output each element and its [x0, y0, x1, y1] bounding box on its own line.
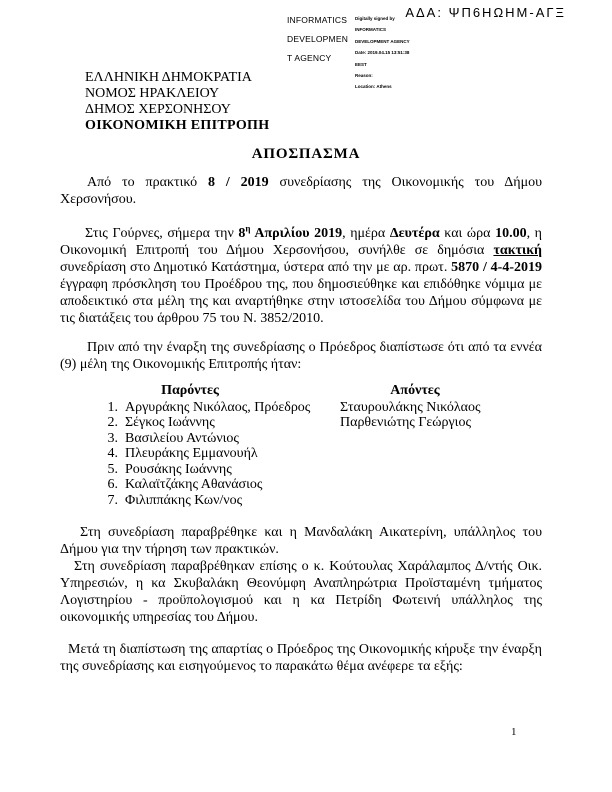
p2-text3: και ώρα	[439, 226, 496, 241]
present-header: Παρόντες	[161, 383, 219, 398]
stamp-agency-line1: INFORMATICS	[287, 15, 348, 25]
paragraph-extract-intro	[60, 174, 542, 208]
header-republic: ΕΛΛΗΝΙΚΗ ΔΗΜΟΚΡΑΤΙΑ	[85, 70, 252, 85]
p2-session-type: τακτική	[493, 243, 542, 258]
stamp-agency-line3: T AGENCY	[287, 53, 332, 63]
present-member-number: 5.	[107, 461, 118, 477]
stamp-signature-details	[355, 16, 410, 90]
paragraph-other-attendees: Στη συνεδρίαση παραβρέθηκαν επίσης ο κ. Κούτουλας Χαράλαμπος Δ/ντής Οικ. Υπηρεσιών, η κα Σκυβαλάκη Θεονύμφη Αναπληρώτρια Προϊσταμένη τμήματος Λογιστηρίου - προϋπολογισμού και η κα Πετρίδη Φωτεινή υπάλληλος της οικονομικής υπηρεσίας του Δήμου.	[60, 559, 542, 625]
document-body	[60, 174, 542, 675]
ada-code: ΑΔΑ: ΨΠ6ΗΩΗΜ-ΑΓΞ	[405, 5, 566, 20]
paragraph-session-opening: Μετά τη διαπίστωση της απαρτίας ο Πρόεδρος της Οικονομικής κήρυξε την έναρξη της συνεδρίασης και εισηγούμενος το παρακάτω θέμα ανέφερε τα εξής:	[60, 642, 542, 674]
present-member-name: Αργυράκης Νικόλαος, Πρόεδρος	[125, 399, 311, 415]
present-member-number: 1.	[107, 399, 118, 415]
present-member-number: 6.	[107, 477, 118, 492]
absent-column	[340, 383, 490, 508]
p2-text4: , η Οικονομική Επιτροπή του Δήμου Χερσονήσου, συνήλθε σε δημόσια	[60, 226, 542, 258]
present-column	[100, 383, 311, 508]
present-member-row	[100, 415, 280, 431]
present-member-name: Καλαϊτζάκης Αθανάσιος	[125, 477, 263, 492]
header-prefecture: ΝΟΜΟΣ ΗΡΑΚΛΕΙΟΥ	[85, 86, 220, 101]
stamp-sig-line3: DEVELOPMENT AGENCY	[355, 38, 410, 44]
present-member-number: 3.	[107, 430, 118, 446]
p2-date-month-year: Απριλίου 2019	[250, 226, 343, 241]
absent-header: Απόντες	[390, 383, 440, 398]
present-member-row	[100, 446, 280, 462]
present-member-row	[100, 477, 280, 493]
p1-text: Από το πρακτικό	[87, 175, 209, 190]
p1-practical-number: 8 / 2019	[208, 175, 269, 190]
p2-protocol-number: 5870 / 4-4-2019	[451, 260, 542, 275]
paragraph-meeting-call	[60, 225, 542, 327]
present-member-name: Σέγκος Ιωάννης	[125, 415, 215, 430]
stamp-sig-line7: Location: Athens	[355, 84, 392, 90]
p2-text2: , ημέρα	[342, 226, 390, 241]
attendance-section	[60, 383, 542, 508]
present-member-name: Φιλιππάκης Κων/νος	[125, 492, 243, 508]
paragraph-quorum-check: Πριν από την έναρξη της συνεδρίασης ο Πρόεδρος διαπίστωσε ότι από τα εννέα (9) μέλη της Οικονομικής Επιτροπής ήταν:	[60, 340, 542, 372]
stamp-sig-line1: Digitally signed by	[355, 16, 395, 21]
p2-time: 10.00	[495, 226, 527, 241]
present-member-name: Ρουσάκης Ιωάννης	[125, 461, 232, 477]
present-member-row	[100, 399, 311, 416]
digital-signature-stamp	[287, 16, 410, 90]
p2-text5: συνεδρίαση στο Δημοτικό Κατάστημα, ύστερα από την με αρ. πρωτ.	[60, 260, 452, 275]
government-header	[85, 70, 269, 134]
present-member-name: Πλευράκης Εμμανουήλ	[125, 446, 258, 461]
p2-text6: έγγραφη πρόσκληση του Προέδρου της, που δημοσιεύθηκε και επιδόθηκε νόμιμα με αποδεικτικό στα μέλη της και αναρτήθηκε στην ιστοσελίδα του Δήμου σύμφωνα με τις διατάξεις του άρθρου 75 του Ν. 3852/2010.	[60, 277, 542, 326]
p2-date-day: 8	[238, 226, 246, 241]
document-title: ΑΠΟΣΠΑΣΜΑ	[251, 146, 361, 162]
header-municipality: ΔΗΜΟΣ ΧΕΡΣΟΝΗΣΟΥ	[85, 102, 231, 117]
absent-member-name: Σταυρουλάκης Νικόλαος	[340, 399, 481, 415]
header-committee: ΟΙΚΟΝΟΜΙΚΗ ΕΠΙΤΡΟΠΗ	[85, 118, 270, 133]
absent-member-name: Παρθενιώτης Γεώργιος	[340, 415, 471, 430]
stamp-sig-line6: Reason:	[355, 73, 373, 79]
present-member-number: 7.	[107, 492, 118, 508]
page-number: 1	[511, 726, 517, 738]
stamp-agency-name	[287, 16, 348, 90]
p2-weekday: Δευτέρα	[389, 226, 440, 241]
p2-text: Στις Γούρνες, σήμερα την	[85, 226, 239, 241]
p2-date-ordinal: η	[245, 223, 251, 234]
p1-text-end: συνεδρίασης της Οικονομικής του Δήμου Χερσονήσου.	[60, 175, 542, 207]
stamp-sig-line2: INFORMATICS	[355, 27, 386, 33]
stamp-sig-line4: Date: 2019.04.15 13:51:38	[355, 50, 410, 56]
present-member-number: 4.	[107, 446, 118, 461]
present-member-row	[100, 462, 280, 478]
present-member-row	[100, 493, 280, 509]
stamp-sig-line5: EEST	[355, 61, 367, 67]
present-member-number: 2.	[107, 415, 118, 430]
stamp-agency-line2: DEVELOPMEN	[287, 34, 349, 44]
paragraph-secretary: Στη συνεδρίαση παραβρέθηκε και η Μανδαλάκη Αικατερίνη, υπάλληλος του Δήμου για την τήρηση των πρακτικών.	[60, 525, 542, 557]
present-member-name: Βασιλείου Αντώνιος	[125, 430, 239, 446]
present-member-row	[100, 431, 280, 447]
